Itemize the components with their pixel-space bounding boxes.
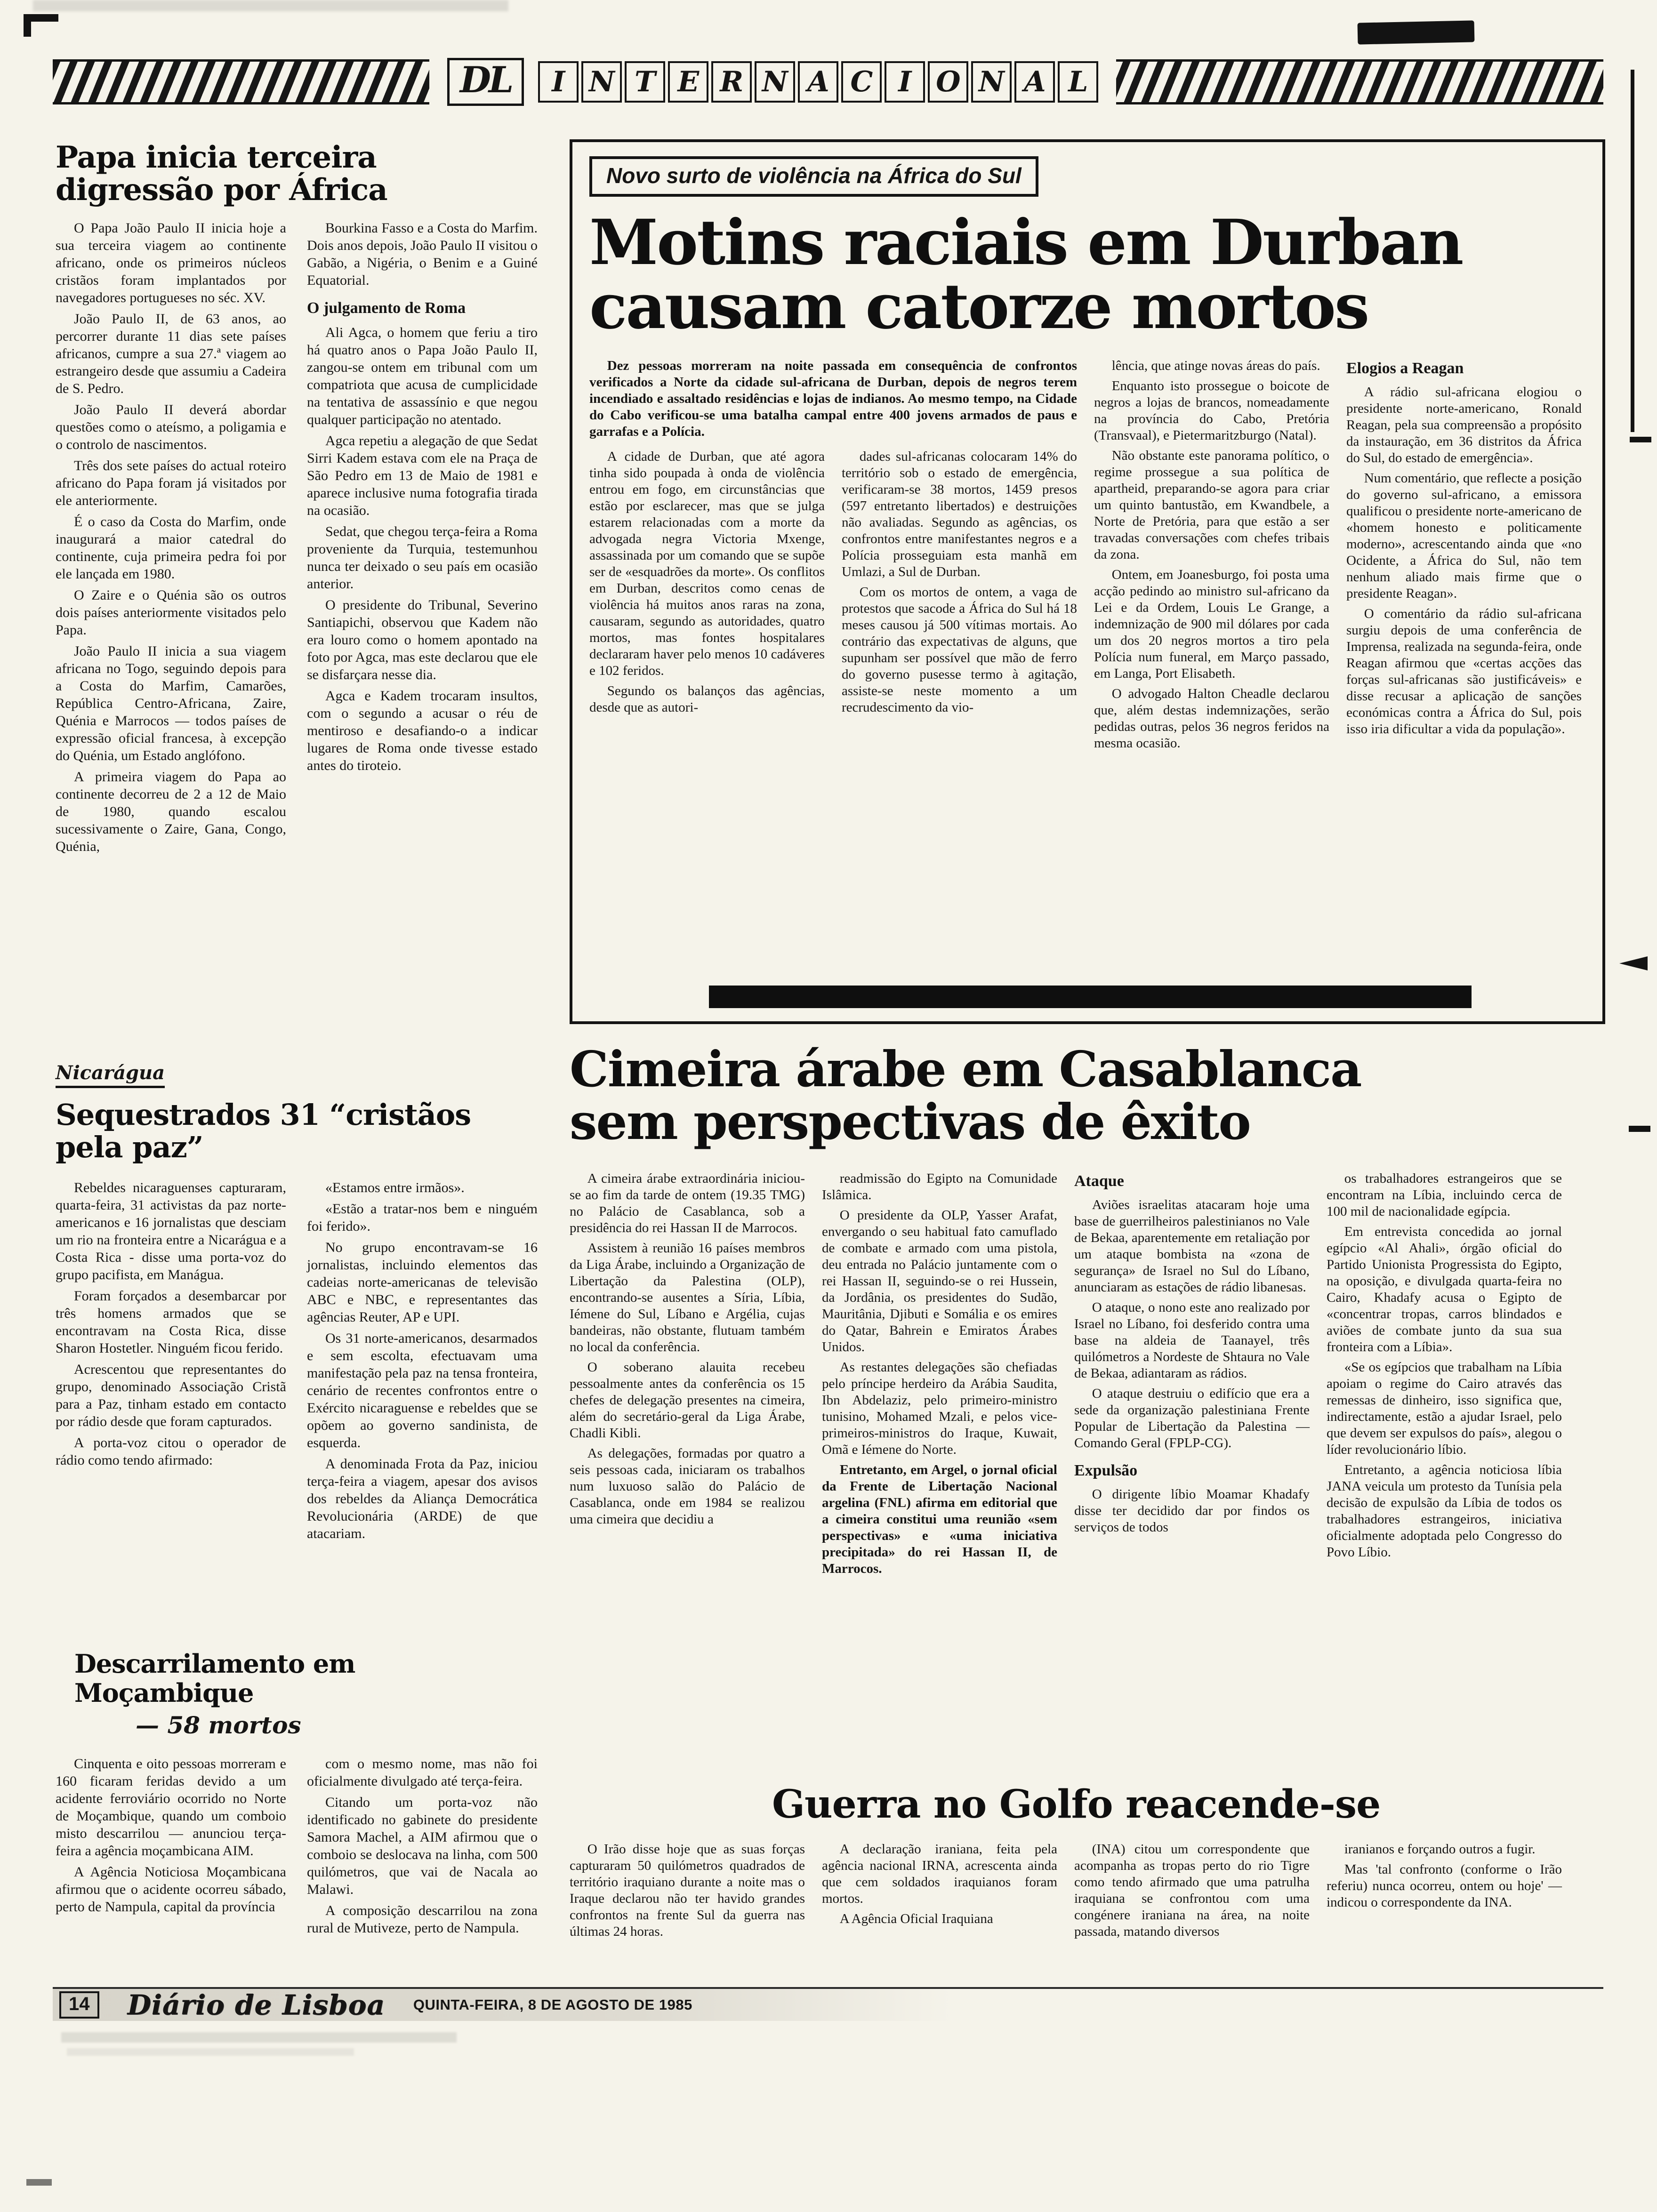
article-columns	[570, 1170, 1605, 1581]
paragraph: O ataque, o nono este ano realizado por Israel no Líbano, foi desferido contra uma base na aldeia de Taanayel, três quilómetros a Nordeste de Shtaura no Vale de Bekaa, adiantaram as rádios.	[1074, 1299, 1310, 1381]
newspaper-logo: DL	[447, 58, 524, 106]
section-title-letter: A	[798, 61, 838, 103]
paragraph: Agca repetiu a alegação de que Sedat Sirri Kadem estava com ele na Praça de São Pedro em 13 de Maio de 1981 e aparece inclusive numa fotografia tirada na ocasião.	[307, 433, 538, 519]
column	[307, 219, 538, 859]
section-title-letter: N	[581, 61, 622, 103]
article-durban-riots	[570, 139, 1605, 1024]
print-artifact	[26, 2179, 52, 2186]
paragraph: Três dos sete países do actual roteiro africano do Papa foram já visitados por ele anteriormente.	[56, 458, 286, 509]
margin-rule	[1631, 70, 1634, 432]
section-title-letter: N	[971, 61, 1012, 103]
article-columns	[56, 1179, 539, 1546]
paragraph: Em entrevista concedida ao jornal egípcio «Al Ahali», órgão oficial do Partido Unionista Progressista do Egipto, na oposição, e divulgada quarta-feira no Cairo, Khadafy acusa o Egipto de «concentrar tropas, carros blindados e aviões de combate junto da sua sua fronteira com a Líbia».	[1327, 1224, 1562, 1354]
print-artifact	[67, 2048, 354, 2056]
paragraph: A denominada Frota da Paz, iniciou terça-feira a viagem, apesar dos avisos dos rebeldes da Aliança Democrática Revolucionária (ARDE) de que atacariam.	[307, 1456, 538, 1541]
headline-line: sem perspectivas de êxito	[570, 1093, 1250, 1151]
headline	[56, 1098, 539, 1164]
article-arab-summit	[570, 1040, 1605, 1581]
column	[1074, 1170, 1310, 1581]
paragraph: Bourkina Fasso e a Costa do Marfim. Dois anos depois, João Paulo II visitou o Gabão, a Nigéria, o Benim e a Guiné Equatorial.	[307, 220, 538, 289]
column	[56, 1755, 286, 1940]
paragraph: (INA) citou um correspondente que acompanha as tropas perto do rio Tigre como tendo afirmado que uma patrulha iraquiana se confrontou com uma congénere iraniana na área, na noite passada, matando diversos	[1074, 1842, 1310, 1939]
article-nicaragua-kidnapping	[56, 1062, 539, 1546]
paragraph: readmissão do Egipto na Comunidade Islâmica.	[822, 1170, 1057, 1202]
article-kicker: Novo surto de violência na África do Sul	[589, 156, 1038, 197]
paragraph-bold: Entretanto, em Argel, o jornal oficial da Frente de Libertação Nacional argelina (FNL) afirma em editorial que a cimeira constitui uma reunião «sem perspectivas» e «uma iniciativa precipitada» do rei Hassan II, de Marrocos.	[822, 1462, 1057, 1576]
column-subhead: Expulsão	[1074, 1461, 1138, 1479]
paragraph: O advogado Halton Cheadle declarou que, além destas indemnizações, serão pedidas outras, pelos 36 negros feridos na mesma ocasião.	[1094, 686, 1329, 751]
paragraph: Não obstante este panorama político, o regime prossegue a sua política de apartheid, preparando-se agora para criar um quinto bantustão, em Kwandbele, a Norte de Pretória, para que estão a ser travadas conversações com chefes tribais da zona.	[1094, 448, 1329, 562]
column	[307, 1755, 538, 1940]
paragraph: A cidade de Durban, que até agora tinha sido poupada à onda de violência entrou em fogo, em circunstâncias que estão por esclarecer, mas que se julga estarem relacionadas com a morte da advogada negra Victoria Mxenge, assassinada por um comando que se supõe ser de «esquadrões da morte». Os conflitos em Durban, descritos como cenas de violência há muitos anos raras na zona, causaram, segundo as autoridades, quatro mortos, mas fontes hospitalares declararam haver pelo menos 10 cadáveres e 102 feridos.	[589, 449, 825, 678]
paragraph: Rebeldes nicaraguenses capturaram, quarta-feira, 31 activistas da paz norte-americanos e 16 jornalistas que desciam um rio na fronteira entre a Nicarágua e a Costa Rica - disse uma porta-voz do grupo pacifista, em Manágua.	[56, 1179, 286, 1282]
headline-line: causam catorze mortos	[589, 270, 1368, 343]
headline: Descarrilamento em Moçambique	[74, 1649, 355, 1708]
column	[570, 1841, 805, 1944]
paragraph: O presidente da OLP, Yasser Arafat, envergando o seu habitual fato camuflado de combate e armado com uma pistola, deu entrada no Palácio juntamente com o rei Hassan II, seguindo-se o rei Hussein, da Jordânia, os presidentes do Sudão, Mauritânia, Djibuti e Somália e os emires do Qatar, Bahrein e Emiratos Árabes Unidos.	[822, 1207, 1057, 1354]
article-columns	[589, 449, 1077, 720]
paragraph: No grupo encontravam-se 16 jornalistas, incluindo elementos das cadeias norte-americanas de televisão ABC e NBC, e representantes das agências Reuter, AP e UPI.	[307, 1239, 538, 1325]
margin-tick	[1629, 1126, 1650, 1132]
paragraph: iranianos e forçando outros a fugir.	[1344, 1842, 1536, 1857]
paragraph: João Paulo II inicia a sua viagem africana no Togo, seguindo depois para a Costa do Marfim, Camarões, República Centro-Africana, Zaire, Quénia e Marrocos — todos países de expressão oficial francesa, à excepção do Quénia, um Estado anglófono.	[56, 643, 286, 764]
paragraph: O Papa João Paulo II inicia hoje a sua terceira viagem ao continente africano, onde os primeiros núcleos cristãos foram implantados por navegadores portugueses no séc. XV.	[56, 220, 286, 306]
margin-tick	[1630, 437, 1651, 442]
paragraph: lência, que atinge novas áreas do país.	[1111, 358, 1320, 373]
paragraph: O dirigente líbio Moamar Khadafy disse ter decidido dar por findos os serviços de todos	[1074, 1486, 1310, 1535]
paragraph: A Agência Noticiosa Moçambicana afirmou que o acidente ocorreu sábado, perto de Nampula, capital da província	[56, 1864, 286, 1915]
headline-line: Papa inicia terceira	[56, 140, 377, 175]
paragraph: Os 31 norte-americanos, desarmados e sem escolta, efectuavam uma manifestação pela paz na tensa fronteira, cenário de recentes confrontos entre o Exército nicaraguense e rebeldes que se opõem ao governo sandinista, de esquerda.	[307, 1330, 538, 1451]
print-artifact	[1358, 20, 1475, 44]
paragraph: O ataque destruiu o edifício que era a sede da organização palestiniana Frente Popular de Libertação da Palestina — Comando Geral (FPLP-CG).	[1074, 1386, 1310, 1451]
section-title-letter: O	[928, 61, 968, 103]
paragraph: O soberano alauita recebeu pessoalmente antes da conferência os 15 chefes de delegação presentes na cimeira, além do secretário-geral da Liga Árabe, Chadli Kibli.	[570, 1359, 805, 1441]
article-columns	[56, 219, 539, 859]
headline-line: Motins raciais em Durban	[589, 206, 1463, 279]
paragraph: João Paulo II deverá abordar questões como o ateísmo, a poligamia e o controlo de nascimentos.	[56, 402, 286, 453]
headline: Guerra no Golfo reacende-se	[772, 1782, 1381, 1827]
column	[56, 219, 286, 859]
headline-line: Cimeira árabe em Casablanca	[570, 1040, 1361, 1098]
section-title-letter: R	[711, 61, 752, 103]
column-subhead: Elogios a Reagan	[1346, 359, 1464, 377]
registration-mark	[24, 14, 31, 37]
paragraph: Num comentário, que reflecte a posição do governo sul-africano, a emissora qualificou o presidente norte-americano de «homem honesto e politicamente moderno», acrescentando ainda que «no Ocidente, a África do Sul, não tem nenhum aliado mais firme que o presidente Reagan».	[1346, 470, 1582, 601]
print-artifact	[61, 2032, 457, 2043]
ink-filler-bar	[709, 986, 1472, 1008]
paragraph: É o caso da Costa do Marfim, onde inaugurará a maior catedral do continente, cuja primeira pedra foi por ele lançada em 1980.	[56, 514, 286, 582]
section-title-letter: L	[1058, 61, 1098, 103]
paragraph: A composição descarrilou na zona rural de Mutiveze, perto de Nampula.	[307, 1903, 538, 1936]
paragraph: com o mesmo nome, mas não foi oficialmente divulgado até terça-feira.	[307, 1756, 538, 1789]
column	[842, 449, 1077, 720]
paragraph: A cimeira árabe extraordinária iniciou-se ao fim da tarde de ontem (19.35 TMG) no Palácio de Casablanca, sob a presidência do rei Hassan II de Marrocos.	[570, 1170, 805, 1235]
page-number: 14	[59, 1991, 99, 2019]
paragraph: A porta-voz citou o operador de rádio como tendo afirmado:	[56, 1435, 286, 1468]
paragraph: Agca e Kadem trocaram insultos, com o segundo a acusar o réu de mentiroso e desafiando-o a indicar lugares de Roma onde tivesse estado antes do tiroteio.	[307, 688, 538, 774]
paragraph: Segundo os balanços das agências, desde que as autori-	[589, 683, 825, 715]
paragraph: Assistem à reunião 16 países membros da Liga Árabe, incluindo a Organização de Libertação da Palestina (OLP), encontrando-se ausentes a Síria, Líbia, Iémene do Sul, Líbano e Argélia, cujas bandeiras, não obstante, flutuam também no local da conferência.	[570, 1240, 805, 1354]
paragraph: A rádio sul-africana elogiou o presidente norte-americano, Ronald Reagan, pela sua compreensão a propósito da instauração, em 36 distritos da África do Sul, do estado de emergência».	[1346, 384, 1582, 465]
section-title-letter: T	[625, 61, 665, 103]
print-artifact	[33, 0, 508, 11]
article-pope-africa	[56, 141, 539, 859]
newspaper-name: Diário de Lisboa	[127, 1989, 385, 2021]
paragraph: Mas 'tal confronto (conforme o Irão referiu) nunca ocorreu, ontem ou hoje' — indicou o correspondente da INA.	[1327, 1862, 1562, 1910]
paragraph: O presidente do Tribunal, Severino Santiapichi, observou que Kadem não era louro como o homem apontado na foto por Agca, mas este declarou que ele se disfarçara nesse dia.	[307, 597, 538, 683]
paragraph: As restantes delegações são chefiadas pelo príncipe herdeiro da Arábia Saudita, Ibn Abdelaziz, pelo primeiro-ministro tunisino, Mohamed Mzali, e pelos vice-primeiros-ministros do Iraque, Kuwait, Omã e Iémene do Norte.	[822, 1359, 1057, 1457]
paragraph: dades sul-africanas colocaram 14% do território sob o estado de emergência, verificaram-se 38 mortos, 1459 presos (597 entretanto libertados) e destruições não avaliadas. Segundo as agências, os confrontos entre manifestantes negros e a Polícia prosseguiam esta manhã em Umlazi, a Sul de Durban.	[842, 449, 1077, 579]
section-title	[538, 61, 1098, 103]
column-subhead: O julgamento de Roma	[307, 299, 466, 317]
paragraph: Foram forçados a desembarcar por três homens armados que se encontravam na Costa Rica, disse Sharon Hostetler. Ninguém ficou ferido.	[56, 1288, 286, 1356]
lead-paragraph: Dez pessoas morreram na noite passada em consequência de confrontos verificados a Norte da cidade sul-africana de Durban, depois de negros terem incendiado e assaltado residências e lojas de indianos. Ao mesmo tempo, na Cidade do Cabo verificou-se uma batalha campal entre 400 jovens armados de paus e garrafas e a Polícia.	[589, 358, 1077, 439]
column-subhead: Ataque	[1074, 1172, 1124, 1190]
column	[1327, 1841, 1562, 1944]
paragraph: Com os mortos de ontem, a vaga de protestos que sacode a África do Sul há 18 meses causou já 500 vítimas mortais. Ao contrário das expectativas de alguns, que supunham ser possível que mão de ferro do governo pusesse termo à agitação, assiste-se neste momento a um recrudescimento da vio-	[842, 584, 1077, 715]
column	[1094, 358, 1329, 755]
article-kicker: Nicarágua	[56, 1062, 165, 1088]
section-title-letter: C	[841, 61, 882, 103]
paragraph: Citando um porta-voz não identificado no gabinete do presidente Samora Machel, a AIM afirmou que o comboio se deslocava na linha, com 500 quilómetros, que vai de Nacala ao Malawi.	[307, 1795, 538, 1898]
column	[589, 449, 825, 720]
paragraph: os trabalhadores estrangeiros que se encontram na Líbia, incluindo cerca de 100 mil de nacionalidade egípcia.	[1327, 1170, 1562, 1219]
column	[1074, 1841, 1310, 1944]
headline	[56, 141, 539, 206]
headline-line: digressão por África	[56, 172, 387, 208]
article-mozambique-derailment	[56, 1649, 539, 1940]
paragraph: Entretanto, a agência noticiosa líbia JANA veicula um protesto da Tunísia pela decisão de expulsão da Líbia de todos os trabalhadores estrangeiros, iniciativa oficialmente adoptada pelo Congresso do Povo Líbio.	[1327, 1462, 1562, 1560]
masthead-panel	[429, 54, 1116, 110]
section-title-letter: A	[1014, 61, 1055, 103]
section-title-letter: E	[668, 61, 708, 103]
paragraph: Cinquenta e oito pessoas morreram e 160 ficaram feridas devido a um acidente ferroviário ocorrido no Norte de Moçambique, quando um comboio misto descarrilou — anunciou terça-feira a agência moçambicana AIM.	[56, 1756, 286, 1859]
paragraph: Enquanto isto prossegue o boicote de negros a lojas de brancos, nomeadamente na província do Cabo, Pretória (Transvaal), e Pietermaritzburgo (Natal).	[1094, 378, 1329, 443]
headline-line: Sequestrados 31 “cristãos	[56, 1098, 471, 1132]
column	[1346, 358, 1582, 755]
paragraph: A declaração iraniana, feita pela agência nacional IRNA, acrescenta ainda que cem soldados iraquianos foram mortos.	[822, 1842, 1057, 1906]
article-columns	[56, 1755, 539, 1940]
paragraph: «Estão a tratar-nos bem e ninguém foi ferido».	[307, 1201, 538, 1234]
paragraph: Aviões israelitas atacaram hoje uma base de guerrilheiros palestinianos no Vale de Bekaa, aparentemente em retaliação por um ataque bombista na «zona de segurança» de Israel no Sul do Líbano, anunciaram as estações de rádio libanesas.	[1074, 1197, 1310, 1295]
masthead	[53, 59, 1603, 104]
paragraph: O Zaire e o Quénia são os outros dois países anteriormente visitados pelo Papa.	[56, 587, 286, 638]
column-group	[589, 358, 1077, 755]
column	[822, 1841, 1057, 1944]
article-columns	[589, 358, 1585, 755]
headline-subtitle: — 58 mortos	[136, 1711, 301, 1739]
article-columns	[570, 1841, 1605, 1944]
section-title-letter: I	[885, 61, 925, 103]
margin-arrow-mark	[1619, 956, 1648, 970]
paragraph: O Irão disse hoje que as suas forças capturaram 50 quilómetros quadrados de território iraquiano durante a noite mas o Iraque declarou não ter havido grandes confrontos na frente Sul da guerra nas últimas 24 horas.	[570, 1842, 805, 1939]
paragraph: «Estamos entre irmãos».	[325, 1179, 465, 1195]
paragraph: O comentário da rádio sul-africana surgiu depois de uma conferência de Imprensa, realizada na segunda-feira, onde Reagan afirmou que «certas acções das forças sul-africanas são justificáveis» e disse recusar a aplicação de sanções económicas contra a África do Sul, pois isso iria dificultar a vida da população».	[1346, 606, 1582, 737]
paragraph: «Se os egípcios que trabalham na Líbia apoiam o regime do Cairo através das remessas de dinheiro, isso significa que, indirectamente, estão a ajudar Israel, pelo que devem ser expulsos do país», alegou o líder revolucionário líbio.	[1327, 1359, 1562, 1457]
section-title-letter: N	[755, 61, 795, 103]
paragraph: Ali Agca, o homem que feriu a tiro há quatro anos o Papa João Paulo II, zangou-se ontem em tribunal com um compatriota que acusa de cumplicidade na tentativa de assassínio e que negou qualquer participação no atentado.	[307, 325, 538, 428]
headline-line: pela paz”	[56, 1130, 203, 1165]
paragraph: As delegações, formadas por quatro a seis pessoas cada, iniciaram os trabalhos num luxuoso salão do Palácio de Casablanca, onde em 1984 se realizou uma cimeira que decidiu a	[570, 1445, 805, 1527]
section-title-letter: I	[538, 61, 579, 103]
paragraph: João Paulo II, de 63 anos, ao percorrer durante 11 dias sete países africanos, cumpre a sua 27.ª viagem ao estrangeiro desde que assumiu a Cadeira de S. Pedro.	[56, 311, 286, 397]
article-gulf-war	[570, 1782, 1605, 1944]
page-footer	[53, 1987, 1603, 2021]
column	[307, 1179, 538, 1546]
paragraph: Sedat, que chegou terça-feira a Roma proveniente da Turquia, testemunhou nunca ter deixado o seu país em ocasião anterior.	[307, 524, 538, 592]
column	[56, 1179, 286, 1546]
paragraph: A primeira viagem do Papa ao continente decorreu de 2 a 12 de Maio de 1980, quando escalou sucessivamente o Zaire, Gana, Congo, Quénia,	[56, 769, 286, 855]
headline	[570, 1040, 1605, 1151]
paragraph: Ontem, em Joanesburgo, foi posta uma acção pedindo ao ministro sul-africano da Lei e da Ordem, Louis Le Grange, a indemnização de 900 mil dólares por cada um dos 20 negros mortos a tiro pela Polícia num funeral, em Março passado, em Langa, Port Elisabeth.	[1094, 567, 1329, 681]
paragraph: A Agência Oficial Iraquiana	[839, 1911, 993, 1926]
column	[822, 1170, 1057, 1581]
headline	[589, 206, 1585, 343]
paragraph: Acrescentou que representantes do grupo, denominado Associação Cristã para a Paz, tinham estado em contacto por rádio desde que foram capturados.	[56, 1361, 286, 1429]
column	[570, 1170, 805, 1581]
page-date: QUINTA-FEIRA, 8 DE AGOSTO DE 1985	[413, 1996, 692, 2013]
column	[1327, 1170, 1562, 1581]
